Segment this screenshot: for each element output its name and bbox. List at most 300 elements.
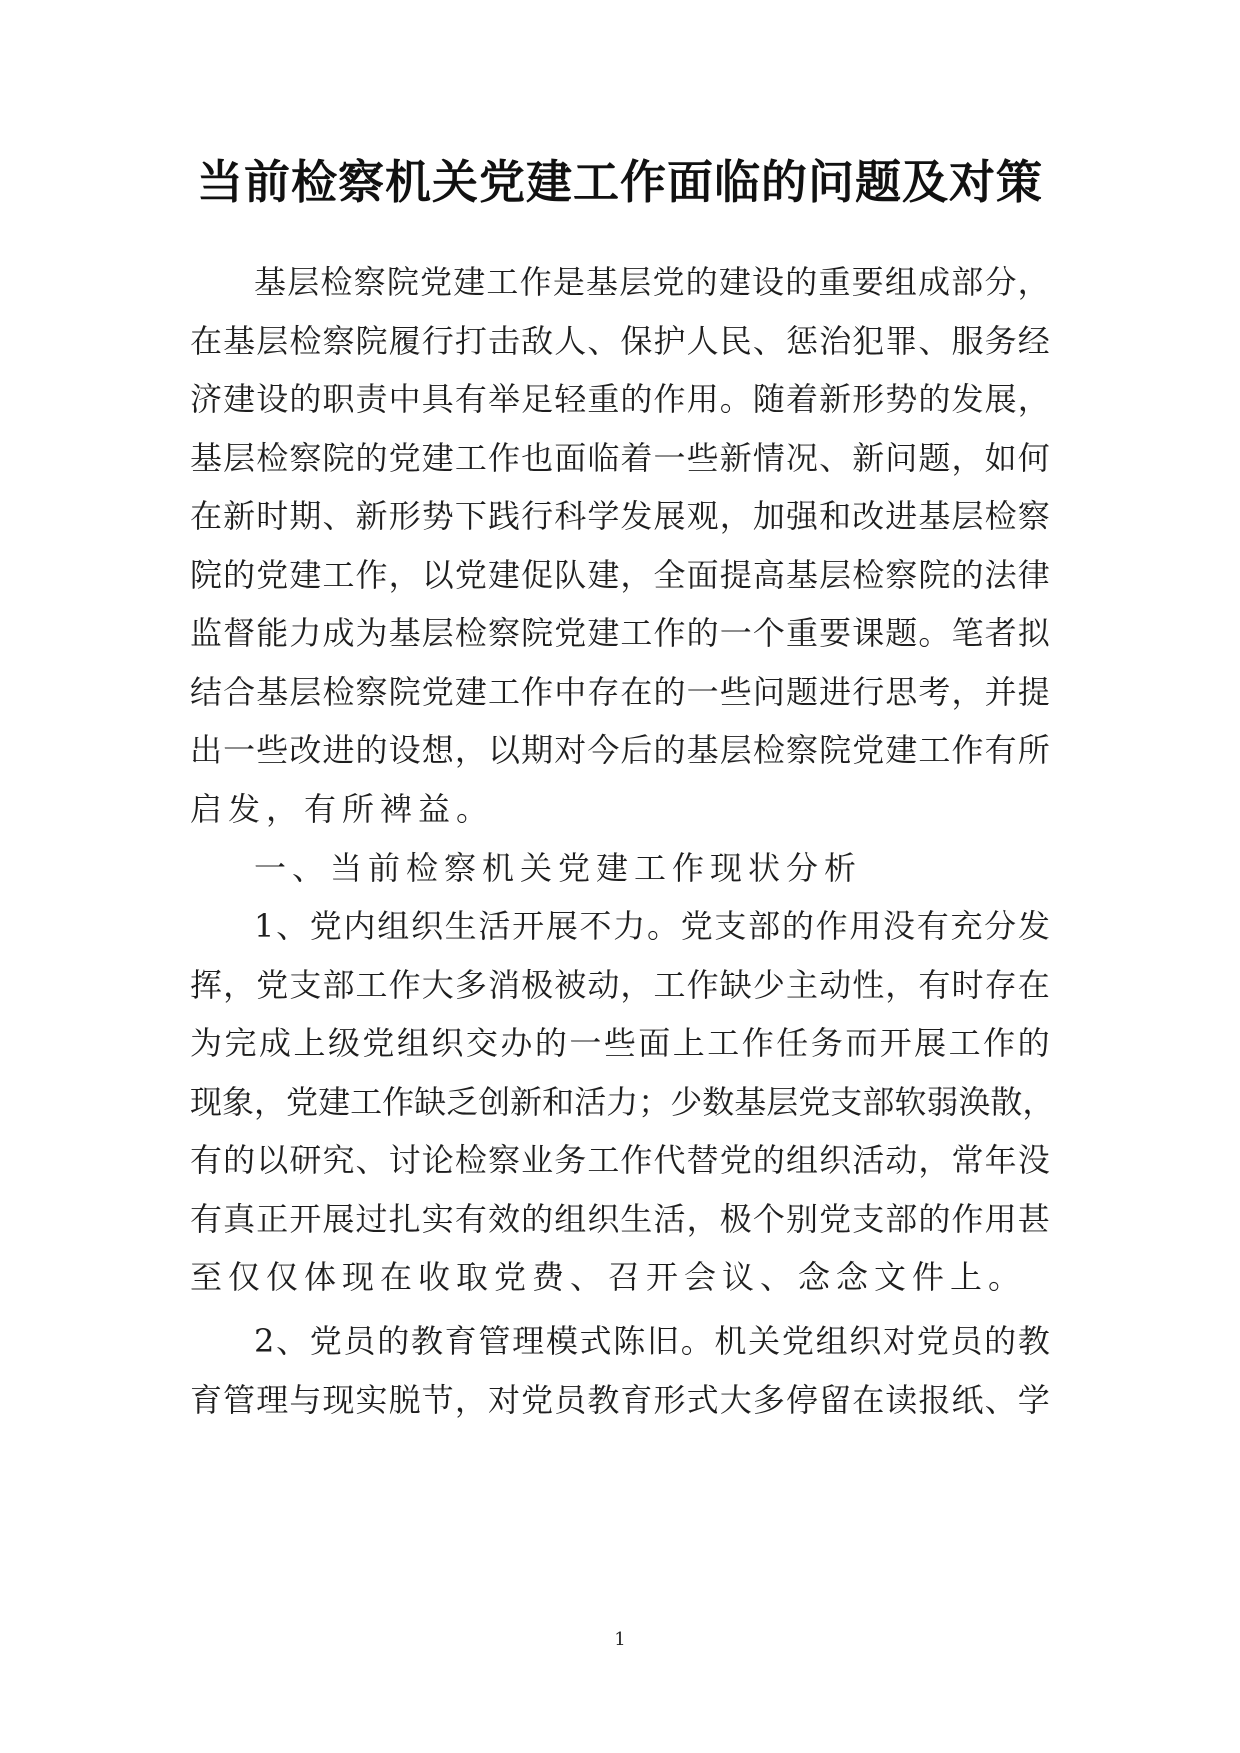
glyph: 节 — [421, 1381, 454, 1419]
glyph: 的 — [781, 907, 814, 945]
glyph: 行 — [421, 322, 454, 360]
glyph: 党 — [916, 1322, 949, 1360]
glyph: 的 — [223, 1141, 256, 1179]
glyph: 乏 — [446, 1083, 479, 1121]
glyph: 成 — [258, 1024, 291, 1062]
glyph: 员 — [343, 1322, 376, 1360]
glyph: 活 — [478, 907, 511, 945]
glyph: 基 — [785, 556, 818, 594]
glyph: 不 — [579, 907, 612, 945]
glyph: 充 — [950, 907, 983, 945]
glyph: 少 — [752, 966, 785, 1004]
glyph: 散 — [990, 1083, 1023, 1121]
glyph: 、 — [819, 439, 852, 477]
glyph: 多 — [752, 1381, 785, 1419]
glyph: 的 — [653, 673, 686, 711]
glyph: 的 — [377, 1322, 410, 1360]
glyph: 发 — [951, 380, 984, 418]
glyph: 留 — [819, 1381, 852, 1419]
glyph: 结 — [190, 673, 223, 711]
glyph: 员 — [554, 1381, 587, 1419]
glyph: 所 — [1017, 731, 1050, 769]
glyph: 务 — [810, 1024, 843, 1062]
glyph: 济 — [190, 380, 223, 418]
glyph: 对 — [487, 1381, 520, 1419]
glyph: 在 — [1017, 966, 1050, 1004]
glyph: 展 — [545, 907, 578, 945]
glyph: 2 — [254, 1322, 275, 1360]
glyph: 报 — [918, 1381, 951, 1419]
glyph: 作 — [815, 907, 848, 945]
glyph: 存 — [984, 966, 1017, 1004]
glyph: 题 — [785, 673, 818, 711]
body-line — [190, 662, 1050, 722]
glyph: 院 — [521, 614, 554, 652]
glyph: 活 — [574, 1083, 607, 1121]
glyph: 如 — [984, 439, 1017, 477]
glyph: 要 — [819, 614, 852, 652]
glyph: 出 — [190, 731, 223, 769]
glyph: 检 — [984, 497, 1017, 535]
glyph: 现 — [322, 1381, 355, 1419]
glyph: 察 — [322, 322, 355, 360]
glyph: 展 — [322, 1200, 355, 1238]
glyph: 作 — [983, 1024, 1016, 1062]
glyph: 基 — [190, 439, 223, 477]
glyph: 的 — [521, 1200, 554, 1238]
glyph: 些 — [686, 439, 719, 477]
glyph: 治 — [819, 322, 852, 360]
glyph: 有 — [918, 966, 951, 1004]
glyph: 工 — [587, 1141, 620, 1179]
glyph: 用 — [849, 907, 882, 945]
glyph: 党 — [554, 614, 587, 652]
glyph: 工 — [620, 614, 653, 652]
glyph: 改 — [289, 731, 322, 769]
glyph: 。 — [680, 1322, 713, 1360]
body-line — [190, 545, 1050, 605]
glyph: 有 — [454, 380, 487, 418]
glyph: 也 — [521, 439, 554, 477]
glyph: 部 — [322, 966, 355, 1004]
glyph: 科 — [554, 497, 587, 535]
glyph: 的 — [951, 556, 984, 594]
glyph: 育 — [620, 1381, 653, 1419]
glyph: 完 — [224, 1024, 257, 1062]
glyph: 力 — [289, 614, 322, 652]
glyph: 纸 — [951, 1381, 984, 1419]
document-title: 当前检察机关党建工作面临的问题及对策 — [197, 155, 1043, 209]
body-line — [190, 428, 1050, 488]
glyph: 分 — [984, 907, 1017, 945]
glyph: 检 — [256, 439, 289, 477]
glyph: 织 — [819, 1141, 852, 1179]
glyph: 形 — [388, 497, 421, 535]
glyph: 党 — [454, 556, 487, 594]
glyph: 组 — [884, 263, 917, 301]
glyph: 党 — [309, 907, 342, 945]
glyph: 党 — [521, 1381, 554, 1419]
glyph: ， — [951, 673, 984, 711]
glyph: 察 — [289, 439, 322, 477]
glyph: 组 — [396, 1024, 429, 1062]
glyph: 人 — [686, 322, 719, 360]
glyph: 被 — [554, 966, 587, 1004]
glyph: 犯 — [852, 322, 885, 360]
body-line — [190, 486, 1050, 546]
body-line — [190, 311, 1050, 371]
glyph: 设 — [752, 263, 785, 301]
glyph: 党 — [680, 907, 713, 945]
glyph: 作 — [951, 731, 984, 769]
glyph: 成 — [322, 614, 355, 652]
glyph: 建 — [454, 673, 487, 711]
glyph: 作 — [653, 614, 686, 652]
glyph: 面 — [638, 1024, 671, 1062]
glyph: 与 — [289, 1381, 322, 1419]
glyph: 新 — [355, 497, 388, 535]
glyph: 生 — [620, 1200, 653, 1238]
glyph: 组 — [554, 1200, 587, 1238]
glyph: 提 — [719, 556, 752, 594]
glyph: 员 — [950, 1322, 983, 1360]
glyph: 践 — [487, 497, 520, 535]
glyph: 的 — [918, 1200, 951, 1238]
body-line — [190, 1130, 1050, 1190]
glyph: 工 — [486, 263, 519, 301]
glyph: 在 — [190, 497, 223, 535]
glyph: 挥 — [190, 966, 223, 1004]
glyph: 基 — [686, 731, 719, 769]
glyph: 组 — [815, 1322, 848, 1360]
glyph: 展 — [653, 497, 686, 535]
glyph: 中 — [554, 673, 587, 711]
glyph: 个 — [752, 614, 785, 652]
glyph: 替 — [686, 1141, 719, 1179]
glyph: 式 — [579, 1322, 612, 1360]
glyph: 进 — [819, 673, 852, 711]
glyph: 停 — [785, 1381, 818, 1419]
glyph: 层 — [766, 1083, 799, 1121]
glyph: 为 — [355, 614, 388, 652]
glyph: 新 — [510, 1083, 543, 1121]
glyph: 思 — [885, 673, 918, 711]
glyph: 题 — [885, 614, 918, 652]
glyph: 支 — [830, 1083, 863, 1121]
glyph: 新 — [852, 439, 885, 477]
glyph: 的 — [534, 1024, 567, 1062]
glyph: 为 — [190, 1024, 223, 1062]
glyph: 究 — [322, 1141, 355, 1179]
glyph: 要 — [851, 263, 884, 301]
glyph: 常 — [951, 1141, 984, 1179]
glyph: 的 — [223, 556, 256, 594]
glyph: 别 — [785, 1200, 818, 1238]
glyph: 击 — [487, 322, 520, 360]
glyph: 支 — [289, 966, 322, 1004]
glyph: 作 — [382, 1083, 415, 1121]
glyph: 关 — [748, 1322, 781, 1360]
glyph: 情 — [752, 439, 785, 477]
glyph: 党 — [819, 1200, 852, 1238]
glyph: 时 — [951, 966, 984, 1004]
glyph: 问 — [885, 439, 918, 477]
glyph: 考 — [918, 673, 951, 711]
glyph: ， — [1017, 263, 1050, 301]
glyph: 些 — [603, 1024, 636, 1062]
glyph: 活 — [852, 1141, 885, 1179]
glyph: 改 — [852, 497, 885, 535]
glyph: 一 — [653, 439, 686, 477]
glyph: 创 — [478, 1083, 511, 1121]
glyph: 院 — [322, 439, 355, 477]
glyph: 设 — [256, 380, 289, 418]
glyph: 任 — [776, 1024, 809, 1062]
glyph: 工 — [653, 966, 686, 1004]
glyph: 党 — [421, 673, 454, 711]
glyph: 职 — [322, 380, 355, 418]
glyph: 有 — [916, 907, 949, 945]
glyph: 育 — [190, 1381, 223, 1419]
body-line — [190, 369, 1050, 429]
glyph: 而 — [845, 1024, 878, 1062]
glyph: 大 — [719, 1381, 752, 1419]
glyph: 党 — [256, 966, 289, 1004]
glyph: 陈 — [613, 1322, 646, 1360]
glyph: 、 — [355, 1141, 388, 1179]
glyph: ， — [620, 556, 653, 594]
glyph: 建 — [318, 1083, 351, 1121]
glyph: 业 — [521, 1141, 554, 1179]
glyph: 层 — [951, 497, 984, 535]
glyph: 检 — [289, 322, 322, 360]
glyph: 时 — [256, 497, 289, 535]
glyph: 甚 — [1017, 1200, 1050, 1238]
glyph: 察 — [353, 263, 386, 301]
glyph: 中 — [388, 380, 421, 418]
glyph: 党 — [388, 439, 421, 477]
glyph: 作 — [388, 966, 421, 1004]
glyph: 检 — [454, 614, 487, 652]
glyph: 组 — [377, 907, 410, 945]
glyph: 检 — [454, 1141, 487, 1179]
body-line — [190, 720, 1050, 780]
glyph: 部 — [748, 907, 781, 945]
glyph: 院 — [386, 263, 419, 301]
glyph: 今 — [587, 731, 620, 769]
glyph: 的 — [685, 263, 718, 301]
glyph: 履 — [388, 322, 421, 360]
glyph: 在 — [852, 1381, 885, 1419]
glyph: 些 — [256, 731, 289, 769]
glyph: 后 — [620, 731, 653, 769]
glyph: 建 — [587, 556, 620, 594]
glyph: ， — [951, 439, 984, 477]
glyph: 并 — [984, 673, 1017, 711]
glyph: 部 — [885, 1200, 918, 1238]
glyph: 建 — [453, 263, 486, 301]
glyph: 法 — [984, 556, 1017, 594]
glyph: 着 — [785, 380, 818, 418]
glyph: 、 — [918, 322, 951, 360]
glyph: 基 — [918, 497, 951, 535]
glyph: 有 — [454, 1200, 487, 1238]
glyph: 党 — [781, 1322, 814, 1360]
glyph: ， — [885, 966, 918, 1004]
glyph: ， — [918, 1141, 951, 1179]
glyph: 极 — [521, 966, 554, 1004]
glyph: 在 — [190, 322, 223, 360]
glyph: ， — [1022, 1083, 1055, 1121]
glyph: 察 — [487, 614, 520, 652]
glyph: 用 — [686, 380, 719, 418]
glyph: 党 — [309, 1322, 342, 1360]
glyph: 开 — [879, 1024, 912, 1062]
glyph: 具 — [421, 380, 454, 418]
glyph: 基 — [388, 614, 421, 652]
glyph: 对 — [554, 731, 587, 769]
glyph: 作 — [487, 439, 520, 477]
glyph: 少 — [670, 1083, 703, 1121]
glyph: 扎 — [388, 1200, 421, 1238]
glyph: 和 — [542, 1083, 575, 1121]
glyph: 打 — [454, 322, 487, 360]
glyph: 过 — [355, 1200, 388, 1238]
glyph: 建 — [289, 556, 322, 594]
glyph: 合 — [223, 673, 256, 711]
glyph: 育 — [444, 1322, 477, 1360]
glyph: 院 — [388, 673, 421, 711]
glyph: 活 — [653, 1200, 686, 1238]
glyph: 研 — [289, 1141, 322, 1179]
glyph: 院 — [355, 322, 388, 360]
glyph: 些 — [719, 673, 752, 711]
glyph: 织 — [410, 907, 443, 945]
body-line — [254, 1311, 1050, 1371]
glyph: 工 — [454, 439, 487, 477]
body-line — [190, 1189, 1050, 1249]
glyph: 年 — [984, 1141, 1017, 1179]
glyph: 发 — [1017, 907, 1050, 945]
glyph: 旧 — [646, 1322, 679, 1360]
glyph: 想 — [421, 731, 454, 769]
glyph: 数 — [702, 1083, 735, 1121]
glyph: 展 — [914, 1024, 947, 1062]
glyph: 上 — [672, 1024, 705, 1062]
glyph: 的 — [984, 1322, 1017, 1360]
glyph: 观 — [686, 497, 719, 535]
glyph: 面 — [686, 556, 719, 594]
glyph: 课 — [852, 614, 885, 652]
glyph: 基 — [254, 263, 287, 301]
glyph: 以 — [487, 731, 520, 769]
glyph: 基 — [223, 322, 256, 360]
glyph: 正 — [256, 1200, 289, 1238]
body-line — [190, 955, 1050, 1015]
glyph: 着 — [620, 439, 653, 477]
glyph: 代 — [653, 1141, 686, 1179]
glyph: 题 — [918, 439, 951, 477]
glyph: 建 — [885, 731, 918, 769]
body-line: 至仅仅体现在收取党费、召开会议、念念文件上。 — [190, 1258, 1027, 1296]
glyph: 组 — [785, 1141, 818, 1179]
glyph: 涣 — [958, 1083, 991, 1121]
glyph: 促 — [521, 556, 554, 594]
glyph: 理 — [256, 1381, 289, 1419]
glyph: 工 — [355, 966, 388, 1004]
glyph: 责 — [355, 380, 388, 418]
glyph: 服 — [951, 322, 984, 360]
glyph: ， — [454, 1381, 487, 1419]
glyph: ， — [686, 1200, 719, 1238]
glyph: 以 — [256, 1141, 289, 1179]
glyph: 学 — [587, 497, 620, 535]
glyph: 层 — [256, 322, 289, 360]
glyph: 新 — [719, 439, 752, 477]
glyph: 办 — [500, 1024, 533, 1062]
glyph: 建 — [487, 556, 520, 594]
glyph: 一 — [223, 731, 256, 769]
glyph: 基 — [256, 673, 289, 711]
glyph: 动 — [587, 966, 620, 1004]
glyph: 院 — [819, 731, 852, 769]
glyph: 工 — [707, 1024, 740, 1062]
glyph: 力 — [606, 1083, 639, 1121]
body-line — [190, 1013, 1050, 1073]
glyph: 党 — [420, 263, 453, 301]
glyph: 作 — [951, 1200, 984, 1238]
glyph: 支 — [852, 1200, 885, 1238]
body-line — [190, 603, 1050, 663]
glyph: 动 — [819, 966, 852, 1004]
glyph: 现 — [190, 1083, 223, 1121]
glyph: 层 — [223, 439, 256, 477]
glyph: 重 — [587, 380, 620, 418]
glyph: 消 — [487, 966, 520, 1004]
glyph: 建 — [223, 380, 256, 418]
glyph: 有 — [984, 731, 1017, 769]
glyph: 检 — [322, 673, 355, 711]
glyph: 作 — [519, 263, 552, 301]
glyph: 随 — [752, 380, 785, 418]
glyph: 有 — [190, 1200, 223, 1238]
glyph: 开 — [289, 1200, 322, 1238]
glyph: 提 — [1017, 673, 1050, 711]
glyph: 对 — [883, 1322, 916, 1360]
glyph: 大 — [421, 966, 454, 1004]
glyph: 进 — [322, 731, 355, 769]
glyph: 教 — [1017, 1322, 1050, 1360]
glyph: 用 — [984, 1200, 1017, 1238]
glyph: 多 — [454, 966, 487, 1004]
glyph: 织 — [587, 1200, 620, 1238]
glyph: 工 — [350, 1083, 383, 1121]
glyph: 务 — [984, 322, 1017, 360]
glyph: 的 — [620, 380, 653, 418]
glyph: 党 — [798, 1083, 831, 1121]
glyph: 、 — [276, 1322, 309, 1360]
glyph: 设 — [388, 731, 421, 769]
glyph: 织 — [849, 1322, 882, 1360]
glyph: 、 — [752, 322, 785, 360]
glyph: 新 — [223, 497, 256, 535]
glyph: 软 — [894, 1083, 927, 1121]
glyph: 队 — [554, 556, 587, 594]
glyph: 者 — [984, 614, 1017, 652]
glyph: 作 — [620, 1141, 653, 1179]
glyph: ， — [454, 731, 487, 769]
glyph: 检 — [320, 263, 353, 301]
